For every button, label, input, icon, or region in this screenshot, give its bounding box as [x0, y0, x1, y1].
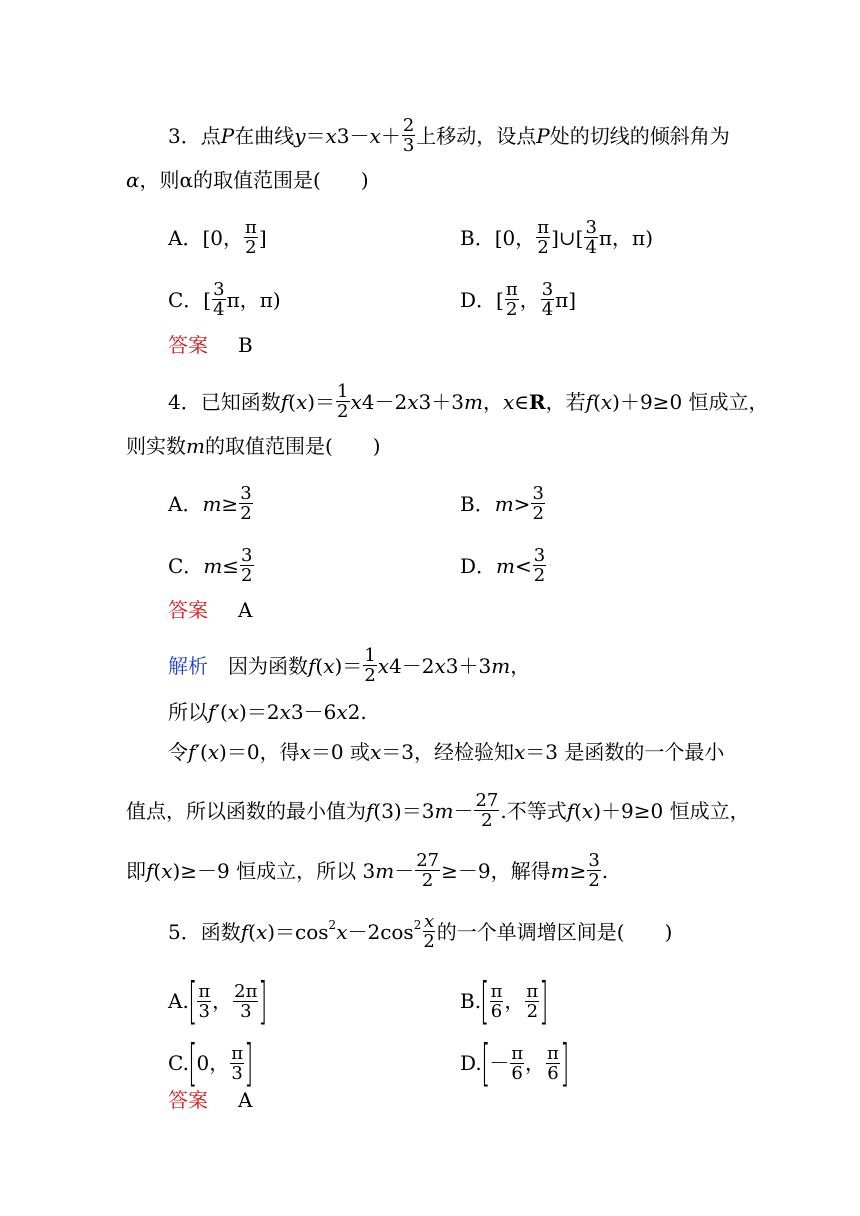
answer-label: 答案	[168, 1088, 208, 1112]
q4-analysis-2: 所以 f′ ( x )＝2 x 3－6 x 2.	[168, 700, 367, 724]
q4-analysis-3: 令 f′ ( x )＝0，得 x ＝0 或 x ＝3，经检验知 x ＝3 是函数的一个最小	[168, 740, 725, 764]
left-bracket: [	[188, 1034, 198, 1092]
fraction: $\frac{3}{2}$	[588, 850, 600, 891]
fraction: $\frac{1}{2}$	[337, 381, 349, 422]
fraction: $\frac{\pi}{3}$	[231, 1042, 244, 1084]
fraction: $\frac{3}{2}$	[532, 483, 544, 524]
fraction: $\frac{2}{3}$	[402, 115, 415, 156]
fraction: $\frac{2\pi}{3}$	[234, 980, 258, 1022]
q4-analysis-1: 解析 因为函数 f ( x )＝ $\frac{1}{2}$ x 4－2 x 3＋3 m ，	[168, 645, 531, 686]
q5-option-a: A. [ $\frac{\pi}{3}$ ， $\frac{2\pi}{3}$ ]	[168, 972, 268, 1030]
fraction: $\frac{27}{2}$	[416, 850, 440, 891]
q4-line2: 则实数 m 的取值范围是( )	[126, 434, 381, 458]
q5-line1: 5．函数 f ( x )＝cos 2 x －2cos 2 $\frac{x}{2}$ 的一个单调增区间是( )	[168, 911, 673, 952]
q3-line2: α ，则α的取值范围是( )	[126, 168, 369, 192]
fraction: $\frac{\pi}{2}$	[244, 217, 257, 258]
fraction: $\frac{\pi}{6}$	[547, 1042, 559, 1084]
q5-option-d: D. [ － $\frac{\pi}{6}$ ， $\frac{\pi}{6}$ ]	[460, 1034, 570, 1092]
fraction: $\frac{\pi}{2}$	[526, 980, 539, 1022]
right-bracket: ]	[244, 1034, 254, 1092]
fraction: $\frac{\pi}{6}$	[490, 980, 503, 1022]
q4-option-d: D． m < $\frac{3}{2}$	[460, 545, 546, 586]
q4-option-b: B． m > $\frac{3}{2}$	[460, 483, 544, 524]
fraction: $\frac{\pi}{6}$	[511, 1042, 524, 1084]
q3-option-c: C．[ $\frac{3}{4}$ π，π)	[168, 279, 281, 320]
q3-line1: 3．点 P 在曲线 y ＝ x 3－ x ＋ $\frac{2}{3}$ 上移动，设点 P 处的切线的倾斜角为	[168, 115, 730, 156]
q5-option-c: C. [ 0 ， $\frac{\pi}{3}$ ]	[168, 1034, 254, 1092]
q3-option-d: D．[ $\frac{\pi}{2}$ ， $\frac{3}{4}$ π]	[460, 279, 577, 320]
fraction: $\frac{3}{2}$	[240, 483, 252, 524]
q4-analysis-4: 值点，所以函数的最小值为 f (3)＝3 m － $\frac{27}{2}$ .不等式 f ( x )＋9≥0 恒成立，	[126, 790, 750, 831]
q4-option-a: A． m ≥ $\frac{3}{2}$	[168, 483, 252, 524]
answer-value: A	[238, 598, 253, 622]
q4-analysis-5: 即 f ( x )≥－9 恒成立，所以 3 m － $\frac{27}{2}$ ≥－9，解得 m ≥ $\frac{3}{2}$ .	[126, 850, 609, 891]
analysis-label: 解析	[168, 653, 208, 678]
left-bracket: [	[480, 972, 490, 1030]
q4-line1: 4．已知函数 f ( x )＝ $\frac{1}{2}$ x 4－2 x 3＋3 m ， x ∈ R ，若 f ( x )＋9≥0 恒成立，	[168, 381, 769, 422]
fraction: $\frac{\pi}{2}$	[537, 217, 550, 258]
q5-option-b: B. [ $\frac{\pi}{6}$ ， $\frac{\pi}{2}$ ]	[460, 972, 549, 1030]
fraction: $\frac{3}{2}$	[533, 545, 546, 586]
q3-answer	[168, 333, 253, 357]
q3-option-a: A．[0， $\frac{\pi}{2}$ ]	[168, 217, 267, 258]
fraction: $\frac{3}{4}$	[585, 217, 597, 258]
fraction: $\frac{1}{2}$	[364, 645, 376, 686]
fraction: $\frac{27}{2}$	[475, 790, 499, 831]
fraction: $\frac{\pi}{2}$	[505, 279, 518, 320]
right-bracket: ]	[560, 1034, 570, 1092]
answer-value: A	[238, 1088, 253, 1112]
answer-label: 答案	[168, 333, 208, 357]
answer-label: 答案	[168, 598, 208, 622]
q4-answer	[168, 598, 252, 622]
q5-answer	[168, 1088, 252, 1112]
fraction: $\frac{3}{2}$	[241, 545, 253, 586]
left-bracket: [	[481, 1034, 490, 1092]
q3-option-b: B．[0， $\frac{\pi}{2}$ ]∪[ $\frac{3}{4}$ π，π)	[460, 217, 653, 258]
right-bracket: ]	[539, 972, 549, 1030]
fraction: $\frac{3}{4}$	[213, 279, 225, 320]
fraction: $\frac{\pi}{3}$	[198, 980, 211, 1022]
right-bracket: ]	[258, 972, 268, 1030]
fraction: $\frac{x}{2}$	[423, 911, 435, 952]
q4-option-c: C． m ≤ $\frac{3}{2}$	[168, 545, 253, 586]
answer-value: B	[238, 333, 253, 357]
left-bracket: [	[188, 972, 197, 1030]
fraction: $\frac{3}{4}$	[541, 279, 554, 320]
